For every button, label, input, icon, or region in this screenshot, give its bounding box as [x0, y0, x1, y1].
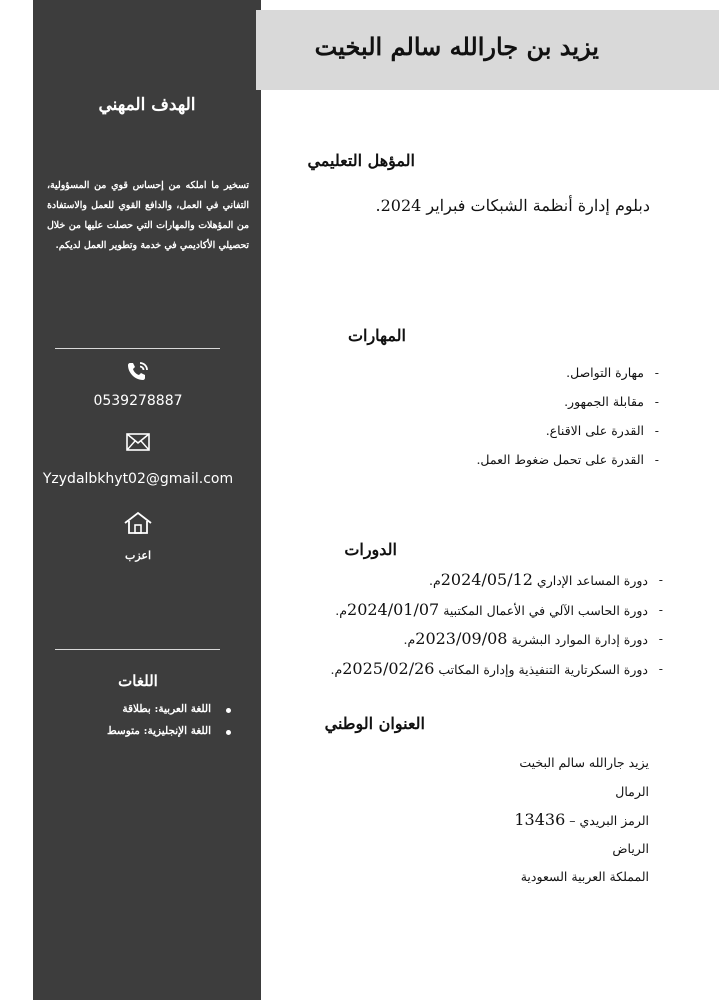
course-date: 2024/05/12 [440, 570, 533, 589]
education-text: دبلوم إدارة أنظمة الشبكات فبراير 2024. [375, 196, 650, 215]
skill-item: - القدرة على تحمل ضغوط العمل. [476, 450, 659, 479]
course-date: 2023/09/08 [415, 629, 508, 648]
course-name: دورة الحاسب الآلي في الأعمال المكتبية [439, 602, 648, 618]
career-goal-text: تسخير ما املكه من إحساس قوي من المسؤولية، التفاني في العمل، والدافع القوي للعمل والاستفادة من المؤهلات والمهارات التي حصلت عليها من خلال تحصيلي الأكاديمي في خدمة وتطوير العمل لديكم. [47, 180, 249, 251]
skill-item: - مهارة التواصل. [476, 363, 659, 392]
address-name: يزيد جارالله سالم البخيت [519, 755, 649, 770]
course-suffix: م. [403, 632, 416, 647]
skills-list [476, 363, 659, 479]
skill-item: - مقابلة الجمهور. [476, 392, 659, 421]
address-city: الرياض [612, 840, 649, 856]
phone-icon [33, 360, 243, 382]
address-title: العنوان الوطني [324, 714, 425, 733]
sidebar-divider [55, 649, 220, 650]
address-postal [514, 809, 649, 838]
course-suffix: م. [330, 661, 343, 677]
education-title: المؤهل التعليمي [307, 151, 415, 170]
name-header [256, 10, 719, 90]
sidebar [33, 0, 261, 1000]
address-district: الرمال [615, 783, 649, 799]
course-item [331, 629, 664, 659]
language-item: اللغة الإنجليزية: متوسط [107, 725, 231, 737]
address-block [514, 752, 649, 895]
courses-title: الدورات [344, 540, 397, 559]
languages-list [107, 703, 231, 747]
postal-code: 13436 [514, 810, 566, 829]
marital-status: اعزب [124, 549, 152, 562]
course-item [331, 600, 664, 630]
address-country: المملكة العربية السعودية [520, 869, 649, 884]
phone-number: 0539278887 [93, 393, 183, 409]
skills-title: المهارات [347, 326, 406, 345]
postal-label: الرمز البريدي – [565, 813, 649, 828]
career-goal-title: الهدف المهني [98, 95, 196, 115]
courses-list [331, 570, 664, 688]
course-date: 2024/01/07 [347, 599, 440, 619]
course-name: دورة إدارة الموارد البشرية [507, 632, 648, 647]
languages-title: اللغات [118, 672, 158, 690]
email-address: Yzydalbkhyt02@gmail.com [42, 471, 234, 487]
skill-item: - القدرة على الاقناع. [476, 421, 659, 450]
sidebar-divider [55, 348, 220, 349]
course-suffix: م. [335, 602, 348, 618]
course-item [331, 659, 664, 689]
language-item: اللغة العربية: بطلاقة [107, 703, 231, 715]
course-suffix: م. [429, 573, 441, 588]
home-icon [33, 511, 243, 535]
envelope-icon [33, 432, 243, 452]
course-name: دورة المساعد الإداري [532, 573, 648, 588]
course-name: دورة السكرتارية التنفيذية وإدارة المكاتب [434, 661, 648, 677]
course-item [331, 570, 664, 600]
course-date: 2025/02/26 [342, 658, 435, 678]
full-name: يزيد بن جارالله سالم البخيت [314, 32, 599, 61]
